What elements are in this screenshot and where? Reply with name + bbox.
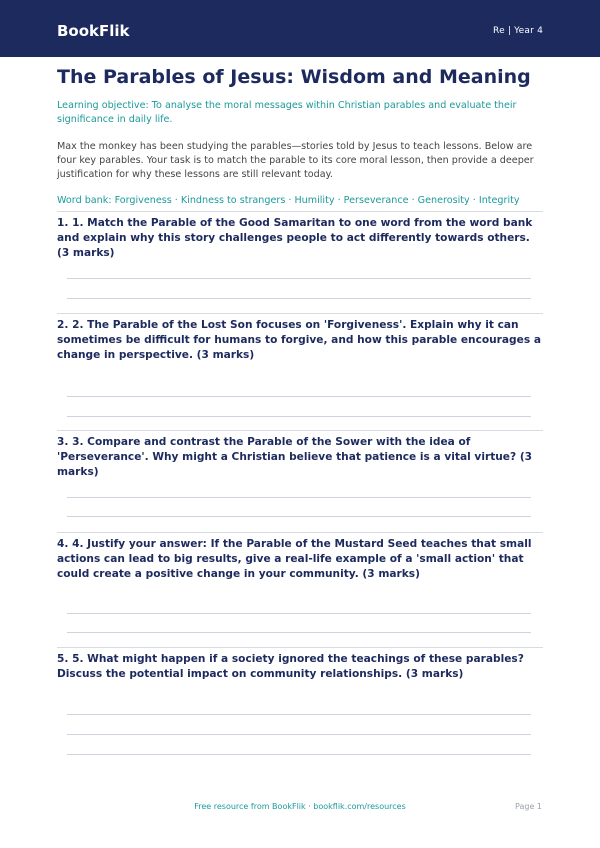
question-1 (57, 211, 543, 311)
question-2 (57, 313, 543, 423)
answer-line[interactable] (67, 632, 531, 633)
page-title: The Parables of Jesus: Wisdom and Meaning (57, 66, 531, 88)
answer-line[interactable] (67, 298, 531, 299)
answer-line[interactable] (67, 613, 531, 614)
intro-paragraph: Max the monkey has been studying the parables—stories told by Jesus to teach lessons. Below are four key parables. Your task is to match the parable to its core moral lesson, then provide a deeper justification for why these lessons are still relevant today. (57, 141, 534, 180)
learning-objective: Learning objective: To analyse the moral messages within Christian parables and evaluate their significance in daily life. (57, 100, 517, 125)
answer-line[interactable] (67, 416, 531, 417)
question-text: 5. 5. What might happen if a society ignored the teachings of these parables? Discuss the potential impact on community relationships. (3 marks) (57, 647, 543, 682)
question-text: 1. 1. Match the Parable of the Good Samaritan to one word from the word bank and explain why this story challenges people to act differently towards others. (3 marks) (57, 211, 543, 261)
answer-line[interactable] (67, 497, 531, 498)
answer-line[interactable] (67, 516, 531, 517)
question-3 (57, 430, 543, 520)
answer-line[interactable] (67, 734, 531, 735)
intro-section (57, 66, 543, 208)
answer-line[interactable] (67, 714, 531, 715)
word-bank: Word bank: Forgiveness · Kindness to strangers · Humility · Perseverance · Generosity · Integrity (57, 195, 520, 206)
question-5 (57, 647, 543, 767)
question-text: 2. 2. The Parable of the Lost Son focuses on 'Forgiveness'. Explain why it can sometimes be difficult for humans to forgive, and how this parable encourages a change in perspective. (3 marks) (57, 313, 543, 363)
answer-line[interactable] (67, 754, 531, 755)
page-number: Page 1 (515, 802, 542, 811)
subject-year-label: Re | Year 4 (493, 26, 543, 36)
question-text: 4. 4. Justify your answer: If the Parable of the Mustard Seed teaches that small actions can lead to big results, give a real-life example of a 'small action' that could create a positive change in your community. (3 marks) (57, 532, 543, 582)
answer-line[interactable] (67, 278, 531, 279)
question-4 (57, 532, 543, 642)
footer-credit: Free resource from BookFlik · bookflik.com/resources (194, 802, 406, 811)
question-text: 3. 3. Compare and contrast the Parable of the Sower with the idea of 'Perseverance'. Why might a Christian believe that patience is a vital virtue? (3 marks) (57, 430, 543, 480)
brand-logo: BookFlik (57, 22, 130, 40)
answer-line[interactable] (67, 396, 531, 397)
header-bar (0, 0, 600, 57)
